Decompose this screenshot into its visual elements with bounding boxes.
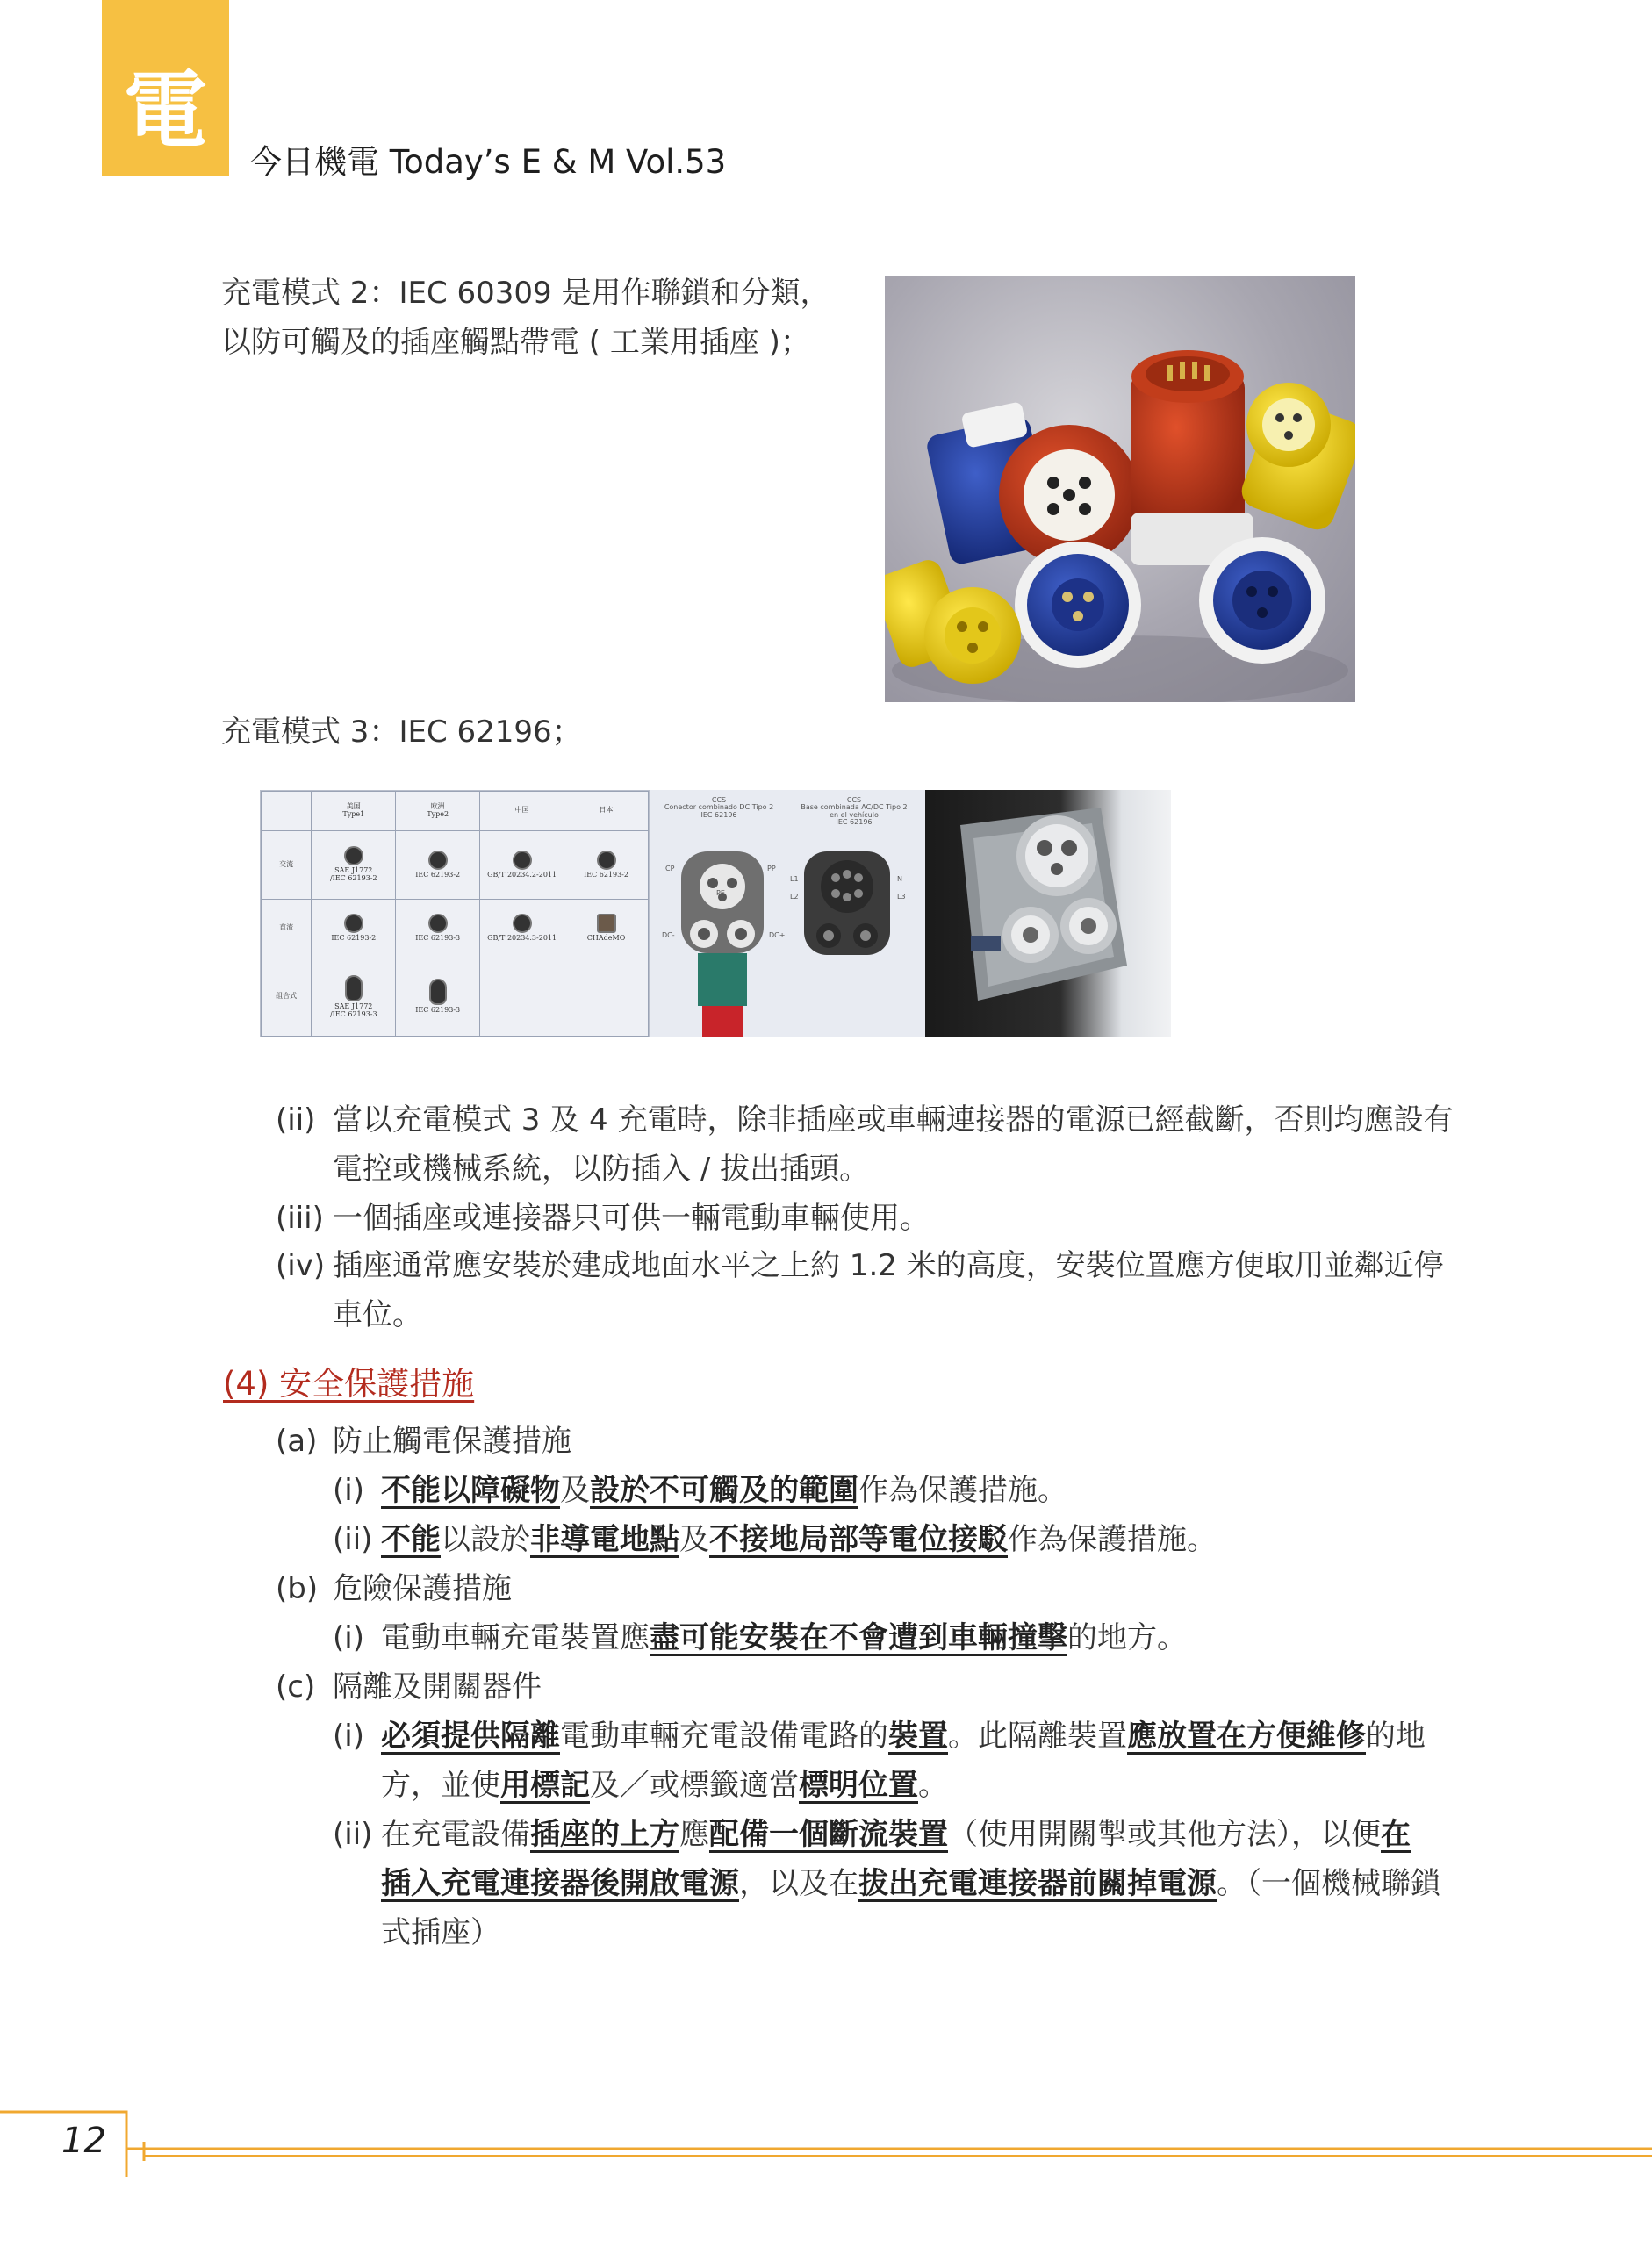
magazine-logo: 電: [123, 61, 208, 160]
emphasis-text: 不能: [381, 1522, 441, 1557]
list-text: 當以充電模式 3 及 4 充電時，除非插座或車輛連接器的電源已經截斷，否則均應設有: [333, 1102, 1454, 1138]
emphasis-text: 盡可能安裝在不會遭到車輛撞擊: [650, 1620, 1067, 1655]
subsection-c: [276, 1662, 542, 1712]
subitem-continuation: [381, 1859, 1440, 1908]
table-header-cell: [262, 792, 312, 831]
emphasis-text: 插入充電連接器後開啟電源: [381, 1866, 739, 1901]
plain-text: ，以及在: [739, 1866, 858, 1901]
emphasis-text: 不接地局部等電位接駁: [709, 1522, 1008, 1557]
list-marker: (iv): [276, 1248, 326, 1283]
table-cell: [480, 958, 564, 1036]
emphasis-text: 在: [1381, 1817, 1411, 1852]
table-cell: IEC 62193-3: [415, 934, 461, 943]
footer-rule: [0, 2107, 1652, 2177]
plain-text: 應: [679, 1817, 709, 1852]
subitem: [333, 1810, 1411, 1859]
pin-label: CP: [665, 865, 675, 872]
plain-text: 在充電設備: [381, 1817, 530, 1852]
pin-label: L2: [790, 893, 799, 901]
plain-text: 電動車輛充電裝置應: [381, 1620, 650, 1655]
ccs-connector-diagram: [650, 790, 925, 1037]
emphasis-text: 裝置: [888, 1719, 948, 1754]
list-item: [276, 1241, 1444, 1290]
table-cell: GB/T 20234.3-2011: [487, 934, 557, 943]
plain-text: 及: [560, 1473, 590, 1508]
pin-label: N: [897, 875, 902, 883]
ccs-left-caption: CCS Conector combinado DC Tipo 2 IEC 62196: [664, 796, 774, 819]
list-marker: (i): [333, 1620, 364, 1655]
magazine-title: 今日機電 Today’s E & M Vol.53: [249, 143, 727, 181]
chademo-photo-icon: [597, 914, 616, 933]
subitem: [333, 1466, 1067, 1515]
list-marker: (c): [276, 1669, 316, 1705]
mode3-line1: 充電模式 3：IEC 62196；: [221, 714, 582, 750]
table-cell: GB/T 20234.2-2011: [487, 870, 557, 879]
emphasis-text: 配備一個斷流裝置: [709, 1817, 948, 1852]
plain-text: 及／或標籤適當: [590, 1768, 799, 1803]
plain-text: 的地: [1366, 1719, 1426, 1754]
connector-icon: [428, 914, 448, 933]
subsection-a: [276, 1417, 571, 1466]
pin-label: PE: [716, 889, 725, 897]
list-text: 車位。: [333, 1297, 422, 1332]
list-text: 電控或機械系統，以防插入 / 拔出插頭。: [333, 1152, 870, 1187]
list-item: [276, 1194, 930, 1243]
plain-text: （使用開關掣或其他方法），以便: [948, 1817, 1381, 1852]
connector-icon: [513, 851, 532, 870]
connector-icon: [428, 851, 448, 870]
table-row-label: 交流: [262, 830, 312, 899]
table-cell: SAE J1772 /IEC 62193-3: [329, 1002, 377, 1018]
mode2-line2: 以防可觸及的插座觸點帶電 ( 工業用插座 )；: [221, 325, 810, 360]
pin-label: DC+: [769, 931, 786, 939]
connector-icon: [344, 914, 363, 933]
emphasis-text: 插座的上方: [530, 1817, 679, 1852]
subitem-continuation: 式插座）: [381, 1915, 500, 1950]
table-cell: CHAdeMO: [586, 934, 626, 943]
subitem: [333, 1613, 1187, 1662]
plain-text: 方，並使: [381, 1768, 500, 1803]
subsection-title: 防止觸電保護措施: [333, 1424, 571, 1459]
emphasis-text: 不能以障礙物: [381, 1473, 560, 1508]
emphasis-text: 設於不可觸及的範圍: [590, 1473, 858, 1508]
plain-text: 。此隔離裝置: [948, 1719, 1127, 1754]
ccs-socket-photo: [925, 790, 1171, 1037]
emphasis-text: 用標記: [500, 1768, 590, 1803]
list-marker: (iii): [276, 1201, 324, 1236]
table-cell: SAE J1772 /IEC 62193-2: [329, 866, 377, 883]
list-marker: (ii): [276, 1102, 316, 1138]
plain-text: 。（一個機械聯鎖: [1217, 1866, 1440, 1901]
list-item: [276, 1095, 1454, 1145]
page-number: 12: [61, 2121, 106, 2161]
list-text: 一個插座或連接器只可供一輛電動車輛使用。: [333, 1201, 930, 1236]
connector-icon: [429, 979, 447, 1005]
subsection-title: 危險保護措施: [333, 1571, 512, 1606]
plain-text: 。: [918, 1768, 948, 1803]
table-header-cell: 美国 Type1: [312, 792, 396, 831]
subitem: [333, 1712, 1426, 1761]
list-marker: (i): [333, 1719, 364, 1754]
list-marker: (a): [276, 1424, 318, 1459]
plain-text: 作為保護措施。: [1008, 1522, 1217, 1557]
table-header-cell: 日本: [564, 792, 649, 831]
pin-label: L3: [897, 893, 906, 901]
mode2-line1: 充電模式 2：IEC 60309 是用作聯鎖和分類，: [221, 276, 830, 311]
subitem-continuation: [381, 1761, 948, 1810]
list-text: 插座通常應安裝於建成地面水平之上約 1.2 米的高度，安裝位置應方便取用並鄰近停: [333, 1248, 1444, 1283]
table-cell: [564, 958, 649, 1036]
table-header-cell: 中国: [480, 792, 564, 831]
list-marker: (ii): [333, 1817, 373, 1852]
pin-label: PP: [767, 865, 776, 872]
pin-label: L1: [790, 875, 799, 883]
connector-icon: [344, 846, 363, 865]
ccs-right-caption: CCS Base combinada AC/DC Tipo 2 en el vehículo IEC 62196: [801, 796, 908, 827]
subsection-b: [276, 1564, 512, 1613]
emphasis-text: 必須提供隔離: [381, 1719, 560, 1754]
table-row-label: 组合式: [262, 958, 312, 1036]
list-marker: (b): [276, 1571, 319, 1606]
connector-icon: [345, 975, 363, 1001]
subsection-title: 隔離及開關器件: [333, 1669, 542, 1705]
plain-text: 的地方。: [1067, 1620, 1187, 1655]
emphasis-text: 拔出充電連接器前關掉電源: [858, 1866, 1217, 1901]
connector-standards-table: [260, 790, 650, 1037]
section-heading: (4) 安全保護措施: [223, 1365, 475, 1403]
industrial-plugs-photo: [885, 276, 1355, 702]
plain-text: 及: [679, 1522, 709, 1557]
emphasis-text: 非導電地點: [530, 1522, 679, 1557]
subitem: [333, 1515, 1217, 1564]
table-cell: IEC 62193-2: [415, 870, 461, 879]
plain-text: 以設於: [441, 1522, 530, 1557]
connector-icon: [513, 914, 532, 933]
table-cell: IEC 62193-3: [415, 1006, 461, 1015]
emphasis-text: 應放置在方便維修: [1127, 1719, 1366, 1754]
plain-text: 作為保護措施。: [858, 1473, 1067, 1508]
connector-icon: [597, 851, 616, 870]
pin-label: DC-: [662, 931, 675, 939]
table-cell: IEC 62193-2: [584, 870, 628, 879]
table-row-label: 直流: [262, 899, 312, 958]
emphasis-text: 標明位置: [799, 1768, 918, 1803]
table-header-cell: 欧洲 Type2: [396, 792, 480, 831]
plain-text: 電動車輛充電設備電路的: [560, 1719, 888, 1754]
list-marker: (i): [333, 1473, 364, 1508]
table-cell: IEC 62193-2: [331, 934, 377, 943]
list-marker: (ii): [333, 1522, 373, 1557]
